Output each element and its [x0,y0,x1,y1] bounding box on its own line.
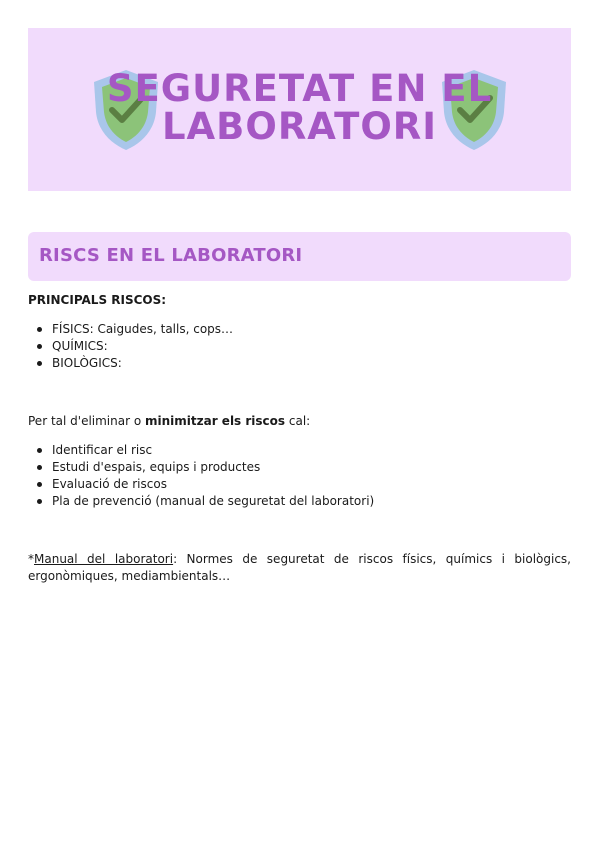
minimize-intro [28,413,310,430]
minimize-intro-prefix: Per tal d'eliminar o [28,414,145,428]
page-title [28,67,571,148]
list-item: Pla de prevenció (manual de seguretat del laboratori) [28,493,374,510]
list-item: FÍSICS: Caigudes, talls, cops… [28,321,233,338]
list-item: Evaluació de riscos [28,476,374,493]
minimize-list [28,442,374,510]
main-risks-heading: PRINCIPALS RISCOS: [28,293,167,307]
main-risks-list [28,321,233,372]
list-item: BIOLÒGICS: [28,355,233,372]
section-header [28,232,571,281]
manual-note [28,551,571,585]
header-banner [28,28,571,191]
page-title-line-2: LABORATORI [161,105,438,148]
manual-link[interactable]: Manual del laboratori [34,552,174,566]
minimize-intro-bold: minimitzar els riscos [145,414,286,428]
note-star: * [28,552,34,566]
section-title: RISCS EN EL LABORATORI [39,245,303,266]
page-title-line-1: SEGURETAT EN EL [106,67,493,110]
minimize-intro-suffix: cal: [285,414,311,428]
list-item: Estudi d'espais, equips i productes [28,459,374,476]
list-item: QUÍMICS: [28,338,233,355]
note-text: : Normes de seguretat de riscos físics, químics i biològics, ergonòmiques, mediambientals… [28,552,571,583]
list-item: Identificar el risc [28,442,374,459]
